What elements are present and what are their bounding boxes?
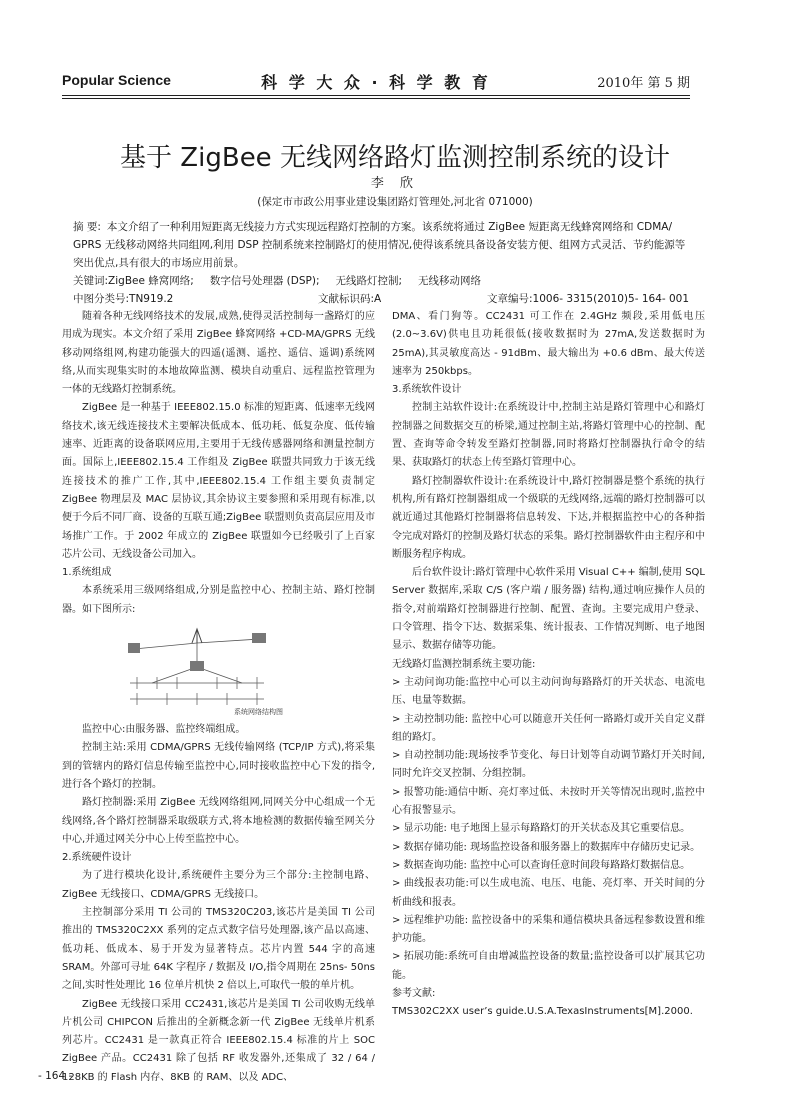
keyword: 数字信号处理器 (DSP); [209, 275, 320, 287]
function-item: > 主动问询功能:监控中心可以主动问询每路路灯的开关状态、电流电压、电量等数据。 [392, 676, 705, 707]
clc-number: 中图分类号:TN919.2 [73, 293, 174, 305]
function-item: > 报警功能:通信中断、亮灯率过低、未按时开关等情况出现时,监控中心有报警显示。 [392, 786, 705, 817]
section-heading: 1.系统组成 [62, 567, 112, 579]
function-item: > 显示功能: 电子地图上显示每路路灯的开关状态及其它重要信息。 [392, 823, 691, 835]
right-column [392, 308, 705, 1022]
page-number: - 164 - [38, 1070, 73, 1082]
author-affiliation: (保定市市政公用事业建设集团路灯管理处,河北省 071000) [257, 196, 533, 208]
section-heading: 2.系统硬件设计 [62, 852, 132, 864]
abstract-label: 摘 要: [73, 221, 101, 233]
keyword: ZigBee 蜂窝网络; [108, 275, 194, 287]
paragraph: 为了进行模块化设计,系统硬件主要分为三个部分:主控制电路、ZigBee 无线接口、CDMA/GPRS 无线接口。 [62, 870, 375, 900]
paragraph: ZigBee 是一种基于 IEEE802.15.0 标准的短距离、低速率无线网络技术,该无线连接技术主要解决低成本、低功耗、低复杂度、低传输速率、近距离的设备联网应用,主要用于无线传感器网络和测量控制方面。国际上,IEEE802.15.4 工作组及 ZigBee 联盟共同致力于该无线连接技术的推广工作,其中,IEEE802.15.4 工作组主要负责制定 ZigBee 物理层及 MAC 层协议,其余协议主要参照和采用现有标准,以便于今后不同厂商、设备的互联互通;ZigBee 联盟则负责高层应用及市场推广工作。于 2002 年成立的 ZigBee 联盟如今已经吸引了上百家芯片公司、无线设备公司加入。 [62, 402, 375, 560]
left-column [62, 308, 375, 1087]
paragraph: 后台软件设计:路灯管理中心软件采用 Visual C++ 编制,使用 SQL Server 数据库,采取 C/S (客户端 / 服务器) 结构,通过响应操作人员的指令,对前端路灯控制器进行控制、配置、查询。主要完成用户登录、口令管理、指令下达、数据采集、统计报表、工作情况判断、电子地图显示、数据存储等功能。 [392, 567, 705, 652]
article-author: 李 欣 [370, 176, 420, 191]
function-item: > 数据存储功能: 现场监控设备和服务器上的数据库中存储历史记录。 [392, 841, 701, 853]
header-rule-thin [62, 98, 690, 99]
paragraph: 监控中心:由服务器、监控终端组成。 [82, 724, 246, 736]
function-item: > 数据查询功能: 监控中心可以查询任意时间段每路路灯数据信息。 [392, 859, 691, 871]
paragraph: 无线路灯监测控制系统主要功能: [392, 658, 536, 670]
references-heading: 参考文献: [392, 987, 436, 999]
function-item: > 拓展功能:系统可自由增减监控设备的数量;监控设备可以扩展其它功能。 [392, 951, 705, 981]
article-title: 基于 ZigBee 无线网络路灯监测控制系统的设计 [120, 143, 670, 173]
paragraph: 控制主站软件设计:在系统设计中,控制主站是路灯管理中心和路灯控制器之间数据交互的桥梁,通过控制主站,将路灯管理中心的控制、配置、查询等命令转发至路灯控制器,同时将路灯控制器执行命令的结果、获取路灯的状态上传至路灯管理中心。 [392, 402, 705, 469]
abstract-text: 本文介绍了一种利用短距离无线接力方式实现远程路灯控制的方案。该系统将通过 ZigBee 短距离无线蜂窝网络和 CDMA/ GPRS 无线移动网络共同组网,利用 DSP 控制系统来控制路灯的使用情况,使得该系统具备设备安装方便、组网方式灵活、节约能源等突出优点,具有很大的市场应用前景。 [73, 221, 686, 269]
paragraph: 随着各种无线网络技术的发展,成熟,使得灵活控制每一盏路灯的应用成为现实。本文介绍了采用 ZigBee 蜂窝网络 +CD-MA/GPRS 无线移动网络组网,构建功能强大的四遥(遥测、遥控、遥信、遥调)系统网络,从而实现集实时的本地故障监测、模块自动重启、远程监控管理为一体的无线路灯控制系统。 [62, 311, 375, 396]
function-item: > 自动控制功能:现场按季节变化、每日计划等自动调节路灯开关时间,同时允许交叉控制、分组控制。 [392, 750, 705, 780]
document-code: 文献标识码:A [318, 293, 382, 305]
paragraph: 控制主站:采用 CDMA/GPRS 无线传输网络 (TCP/IP 方式),将采集到的管辖内的路灯信息传输至监控中心,同时接收监控中心下发的指令,进行各个路灯的控制。 [62, 742, 375, 790]
paragraph: DMA、看门狗等。CC2431 可工作在 2.4GHz 频段,采用低电压(2.0~3.6V)供电且功耗很低(接收数据时为 27mA,发送数据时为 25mA),其灵敏度高达 - 91dBm、最大输出为 +0.6 dBm、最大传送速率为 250kbps。 [392, 311, 705, 377]
section-heading: 3.系统软件设计 [392, 384, 462, 396]
network-figure [62, 621, 375, 721]
issue-info: 2010年 第 5 期 [597, 76, 690, 91]
abstract [73, 218, 693, 272]
paragraph: 主控制部分采用 TI 公司的 TMS320C203,该芯片是美国 TI 公司推出的 TMS320C2XX 系列的定点式数字信号处理器,该产品以高速、低功耗、低成本、易于开发为显著特点。芯片内置 544 字的高速 SRAM。外部可寻址 64K 字程序 / 数据及 I/O,指令周期在 25ns- 50ns 之间,实时性处理比 16 位单片机快 2 倍以上,可取代一般的单片机。 [62, 907, 375, 992]
article-number: 文章编号:1006- 3315(2010)5- 164- 001 [487, 293, 690, 305]
reference-item: TMS302C2XX user’s guide.U.S.A.TexasInstruments[M].2000. [392, 1006, 693, 1018]
keywords [73, 272, 693, 290]
running-header [62, 70, 690, 92]
paragraph: 路灯控制器软件设计:在系统设计中,路灯控制器是整个系统的执行机构,所有路灯控制器组成一个级联的无线网络,远端的路灯控制器可以就近通过其他路灯控制器将信息转发、下达,并根据监控中心的各种指令完成对路灯的控制及路灯状态的采集。路灯控制器软件由主程序和中断服务程序构成。 [392, 475, 705, 560]
function-item: > 远程维护功能: 监控设备中的采集和通信模块具备远程参数设置和维护功能。 [392, 914, 705, 945]
journal-name-cn: 科 学 大 众 · 科 学 教 育 [261, 73, 491, 92]
journal-name-en: Popular Science [62, 72, 171, 88]
function-item: > 主动控制功能: 监控中心可以随意开关任何一路路灯或开关自定义群组的路灯。 [392, 713, 705, 743]
keywords-label: 关键词: [73, 275, 109, 287]
keyword: 无线路灯控制; [335, 275, 403, 287]
keyword: 无线移动网络 [418, 275, 482, 287]
function-item: > 曲线报表功能:可以生成电流、电压、电能、亮灯率、开关时间的分析曲线和报表。 [392, 878, 705, 908]
network-diagram [122, 621, 272, 711]
paragraph: 本系统采用三级网络组成,分别是监控中心、控制主站、路灯控制器。如下图所示: [62, 585, 375, 615]
classification-line [73, 290, 693, 308]
paragraph: ZigBee 无线接口采用 CC2431,该芯片是美国 TI 公司收购无线单片机公司 CHIPCON 后推出的全新概念新一代 ZigBee 无线单片机系列芯片。CC2431 是一款真正符合 IEEE802.15.4 标准的片上 SOC ZigBee 产品。CC2431 除了包括 RF 收发器外,还集成了 32 / 64 / 128KB 的 Flash 内存、8KB 的 RAM、以及 ADC、 [62, 998, 375, 1083]
paragraph: 路灯控制器:采用 ZigBee 无线网络组网,同网关分中心组成一个无线网络,各个路灯控制器采取级联方式,将本地检测的数据传输至网关分中心,并通过网关分中心上传至监控中心。 [62, 797, 375, 845]
figure-caption: 系统网络结构图 [234, 708, 283, 717]
header-rule-thick [62, 95, 690, 96]
